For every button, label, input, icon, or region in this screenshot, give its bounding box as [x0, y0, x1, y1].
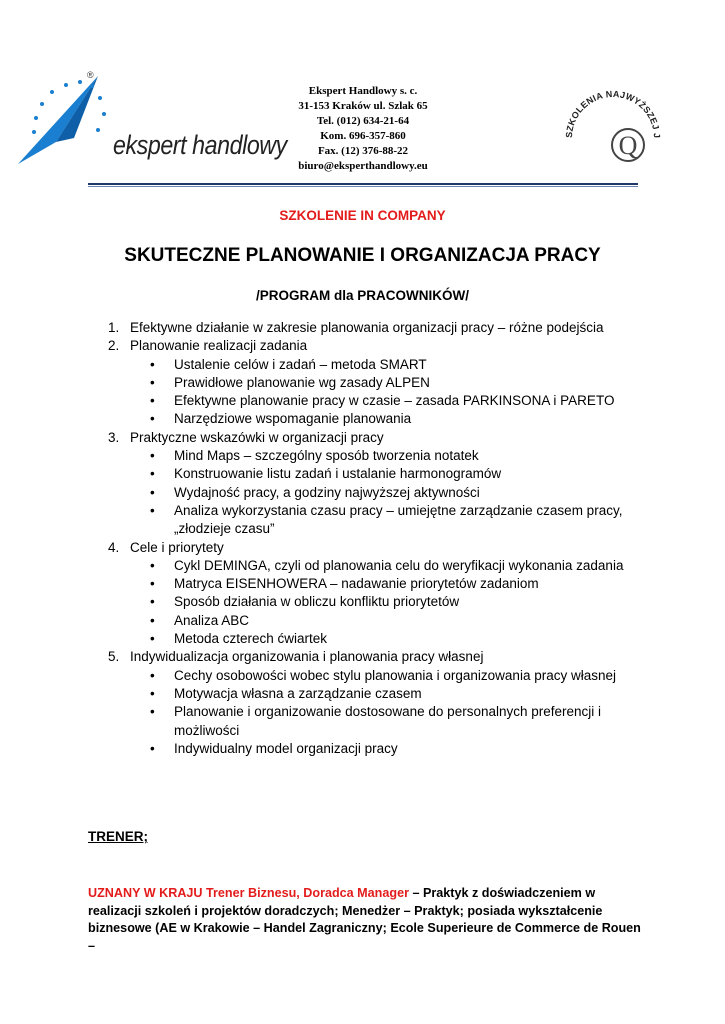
section-number: 2.: [108, 338, 120, 354]
program-subitem: [0, 575, 725, 593]
company-phone: Tel. (012) 634-21-64: [316, 115, 410, 127]
subitem-text: Matryca EISENHOWERA – nadawanie priorytetów zadaniom: [174, 576, 539, 592]
bullet-icon: •: [150, 374, 155, 390]
company-name: Ekspert Handlowy s. c.: [308, 85, 418, 97]
subitem-text: Konstruowanie listu zadań i ustalanie harmonogramów: [174, 466, 502, 482]
bullet-icon: •: [150, 484, 155, 500]
section-title: Cele i priorytety: [130, 539, 224, 555]
bullet-icon: •: [150, 448, 155, 464]
header-divider: [88, 183, 638, 185]
program-section: [0, 539, 725, 557]
subitem-text: Cykl DEMINGA, czyli od planowania celu do weryfikacji wykonania zadania: [174, 557, 624, 573]
bullet-icon: •: [150, 411, 155, 427]
bullet-icon: •: [150, 576, 155, 592]
program-subitem: [0, 557, 725, 575]
subitem-text: Metoda czterech ćwiartek: [174, 631, 328, 647]
document-title: SKUTECZNE PLANOWANIE I ORGANIZACJA PRACY: [124, 245, 601, 266]
registered-mark: ®: [87, 70, 94, 80]
program-section: [0, 429, 725, 447]
section-number: 1.: [108, 320, 120, 335]
subitem-text: Sposób działania w obliczu konfliktu priorytetów: [174, 594, 460, 610]
program-subitem: [0, 630, 725, 648]
subitem-text: Cechy osobowości wobec stylu planowania i organizowania pracy własnej: [174, 667, 616, 683]
bullet-icon: •: [150, 667, 155, 683]
program-subitem: [0, 502, 725, 539]
bullet-icon: •: [150, 466, 155, 482]
section-number: 3.: [108, 429, 120, 445]
section-title: Planowanie realizacji zadania: [130, 338, 308, 354]
subitem-text: Motywacja własna a zarządzanie czasem: [174, 685, 422, 701]
subitem-text: Analiza wykorzystania czasu pracy – umiejętne zarządzanie czasem pracy, „złodzieje czasu”: [174, 502, 623, 537]
program-subitem: [0, 703, 725, 740]
program-list: [0, 319, 725, 758]
header-divider-thin: [88, 186, 638, 187]
company-fax: Fax. (12) 376-88-22: [317, 145, 409, 157]
program-subitem: [0, 410, 725, 428]
company-logo: [18, 70, 287, 170]
section-title: Efektywne działanie w zakresie planowania organizacji pracy – różne podejścia: [130, 320, 604, 335]
bullet-icon: •: [150, 594, 155, 610]
program-subitem: [0, 465, 725, 483]
seal-text: SZKOLENIA NAJWYŻSZEJ J: [563, 88, 663, 139]
section-number: 4.: [108, 539, 120, 555]
trainer-bio-highlight: UZNANY W KRAJU Trener Biznesu, Doradca Manager: [88, 886, 409, 900]
trainer-bio-text: – Praktyk z doświadczeniem w realizacji szkoleń i projektów doradczych; Menedżer – Praktyk; posiada wykształcenie biznesowe (AE w Krakowie – Handel Zagraniczny; Ecole Superieure de Commerce de Rouen –: [88, 886, 641, 954]
contact-block: [283, 84, 443, 174]
subitem-text: Planowanie i organizowanie dostosowane do personalnych preferencji i możliwości: [174, 704, 602, 738]
subitem-text: Indywidualny model organizacji pracy: [174, 740, 398, 756]
bullet-icon: •: [150, 685, 155, 701]
subitem-text: Ustalenie celów i zadań – metoda SMART: [174, 356, 427, 372]
seal-letter: Q: [618, 131, 638, 160]
bullet-icon: •: [150, 502, 155, 518]
trainer-bio: [88, 885, 648, 956]
bullet-icon: •: [150, 356, 155, 372]
program-heading: /PROGRAM dla PRACOWNIKÓW/: [256, 288, 469, 303]
program-section: [0, 319, 725, 337]
program-subitem: [0, 484, 725, 502]
bullet-icon: •: [150, 612, 155, 628]
trainer-heading: TRENER;: [88, 829, 148, 844]
bullet-icon: •: [150, 557, 155, 573]
subitem-text: Narzędziowe wspomaganie planowania: [174, 411, 412, 427]
company-mobile: Kom. 696-357-860: [320, 130, 406, 142]
program-subitem: [0, 374, 725, 392]
logo-text: ekspert handlowy: [113, 130, 287, 160]
subitem-text: Prawidłowe planowanie wg zasady ALPEN: [174, 374, 430, 390]
bullet-icon: •: [150, 393, 155, 409]
program-section: [0, 337, 725, 355]
bullet-icon: •: [150, 631, 155, 647]
section-title: Indywidualizacja organizowania i planowania pracy własnej: [130, 649, 484, 665]
program-subitem: [0, 667, 725, 685]
program-subitem: [0, 447, 725, 465]
program-subitem: [0, 392, 725, 410]
company-address: 31-153 Kraków ul. Szlak 65: [298, 100, 428, 112]
section-number: 5.: [108, 649, 120, 665]
subitem-text: Mind Maps – szczególny sposób tworzenia notatek: [174, 448, 479, 464]
quality-seal: [556, 80, 666, 180]
bullet-icon: •: [150, 740, 155, 756]
svg-text:SZKOLENIA NAJWYŻSZEJ JAKOŚCI: [556, 80, 662, 139]
program-subitem: [0, 612, 725, 630]
subitem-text: Efektywne planowanie pracy w czasie – zasada PARKINSONA i PARETO: [174, 393, 615, 409]
program-subitem: [0, 356, 725, 374]
section-title: Praktyczne wskazówki w organizacji pracy: [130, 429, 384, 445]
program-subitem: [0, 593, 725, 611]
subitem-text: Wydajność pracy, a godziny najwyższej aktywności: [174, 484, 480, 500]
program-subitem: [0, 740, 725, 758]
company-email[interactable]: biuro@eksperthandlowy.eu: [298, 160, 428, 172]
bullet-icon: •: [150, 704, 155, 720]
subitem-text: Analiza ABC: [174, 612, 250, 628]
program-subitem: [0, 685, 725, 703]
document-subtitle: SZKOLENIE IN COMPANY: [279, 208, 446, 223]
program-section: [0, 648, 725, 666]
